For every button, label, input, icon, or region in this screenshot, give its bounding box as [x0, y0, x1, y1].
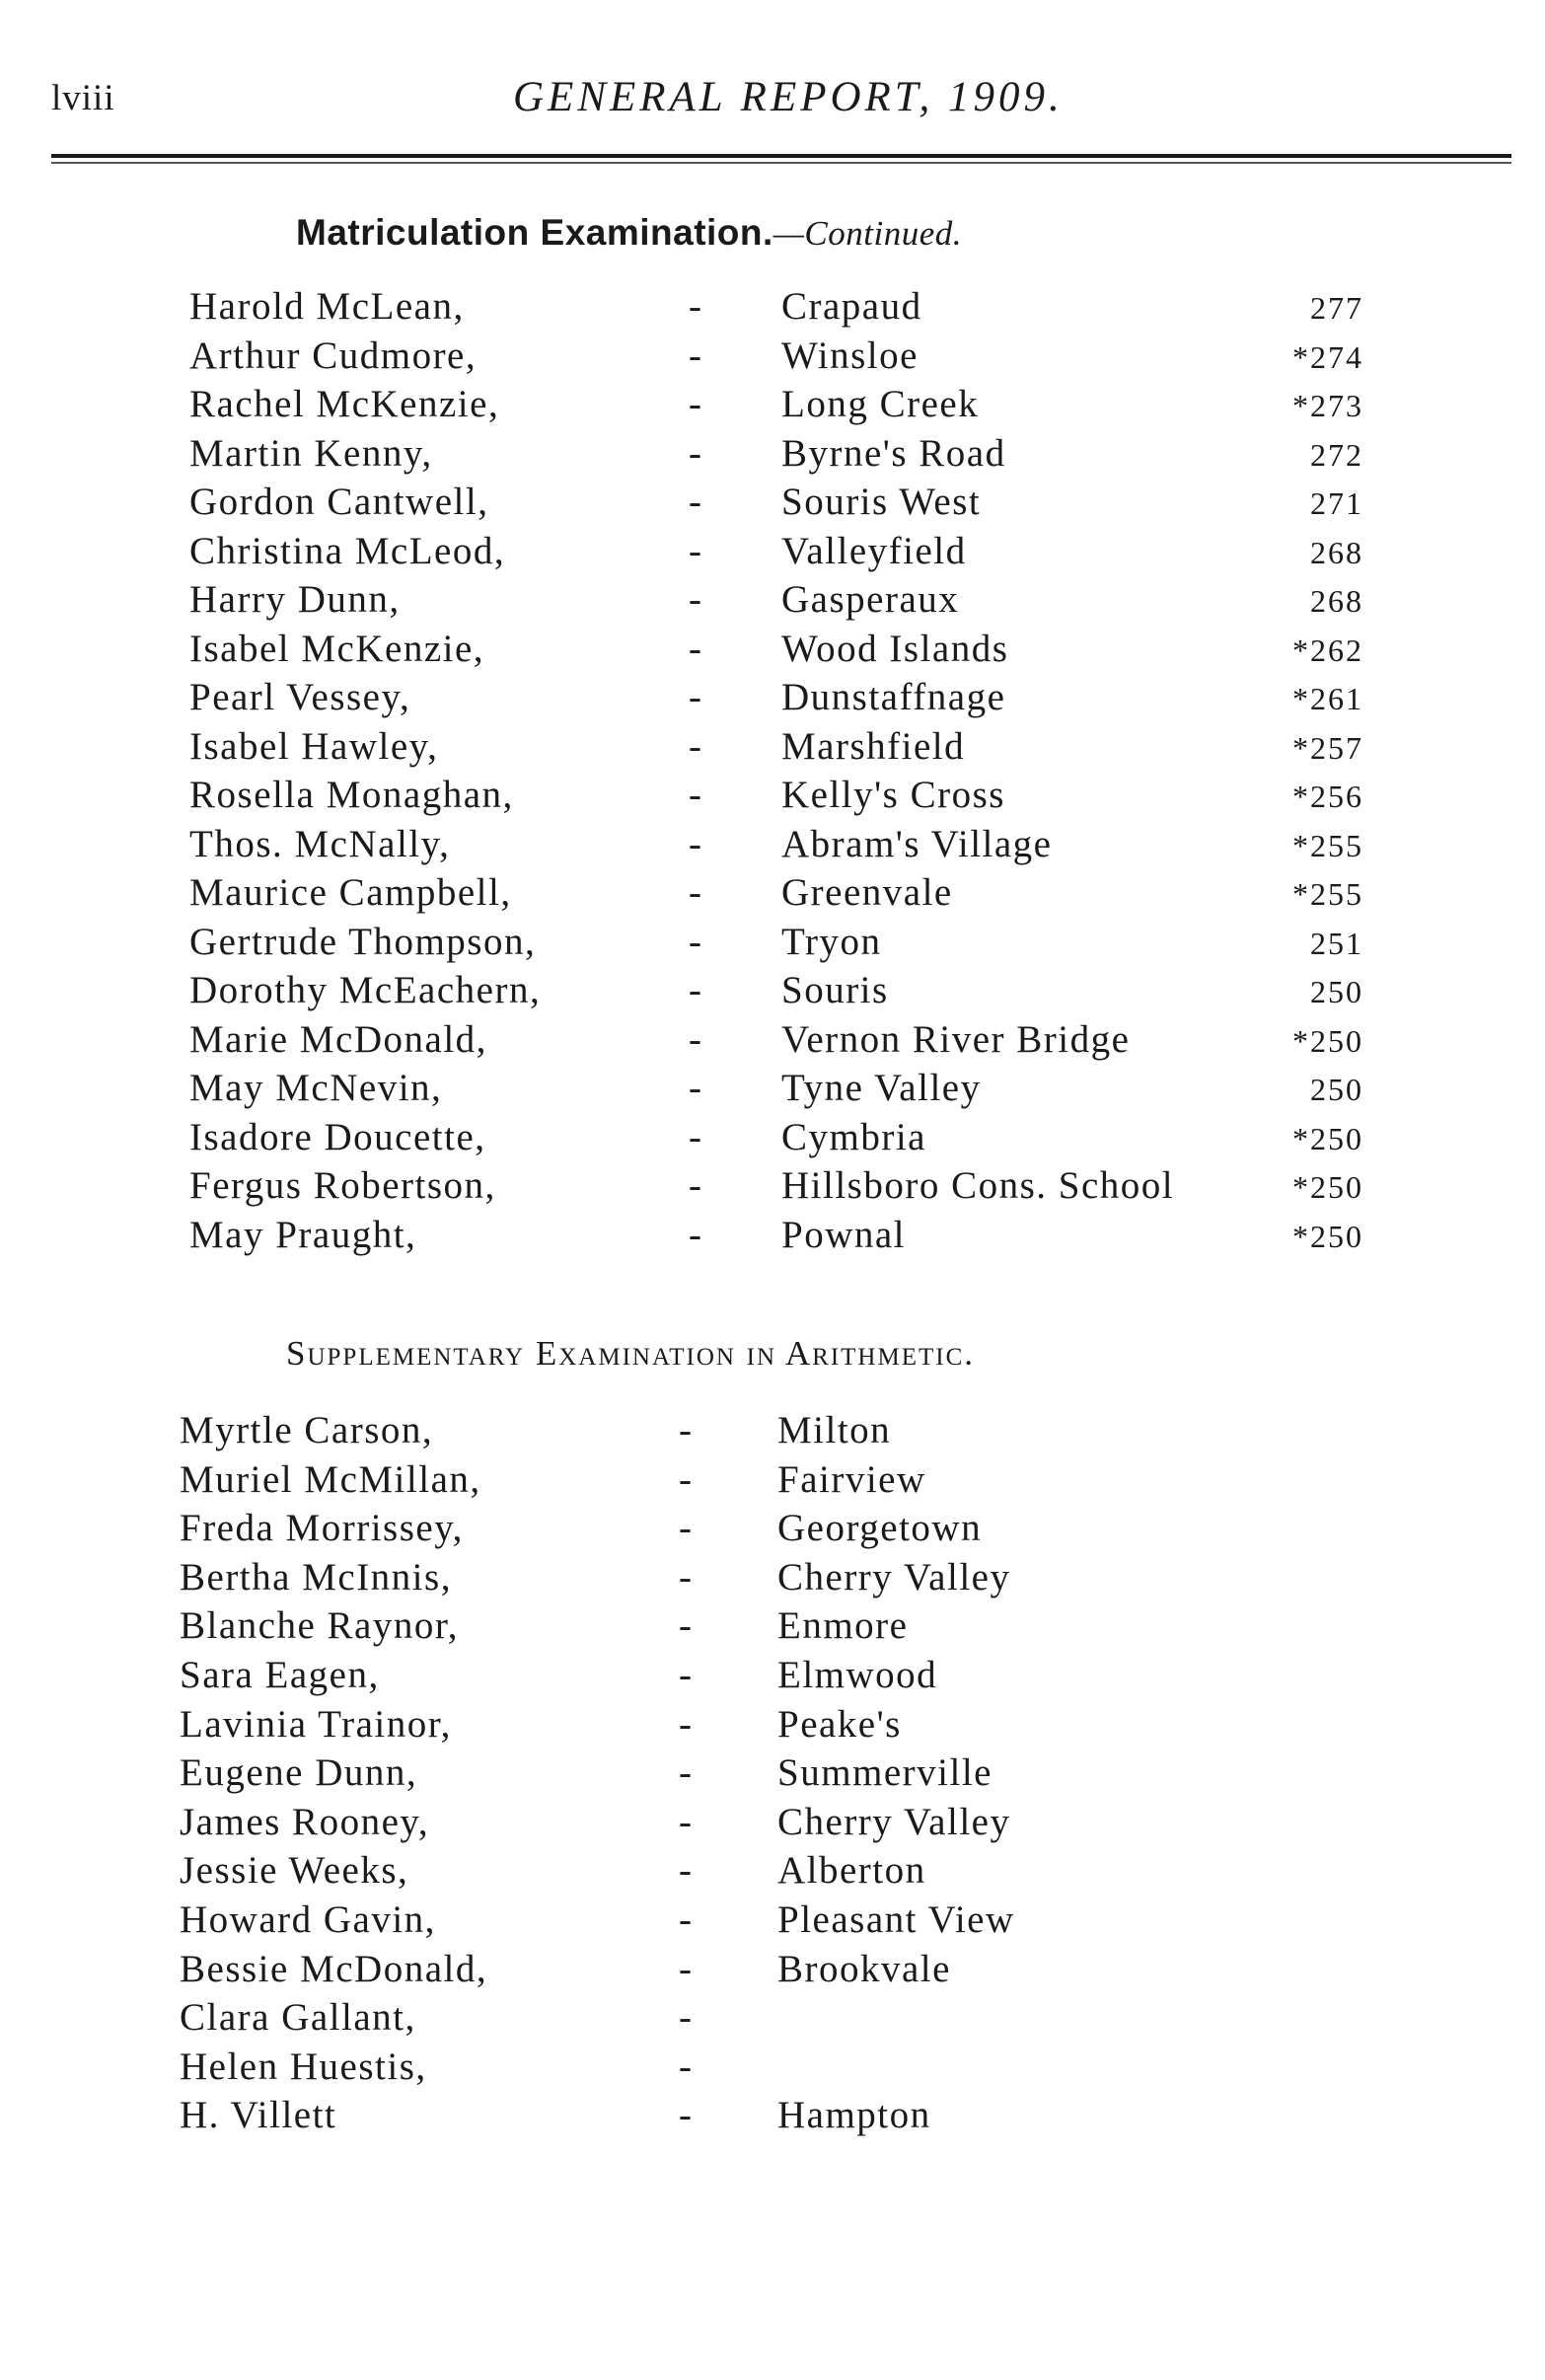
- school-place: Alberton: [777, 1849, 926, 1893]
- school-place: Winsloe: [781, 334, 919, 377]
- exam-mark: 271: [1310, 485, 1363, 521]
- table-row: [0, 1555, 1545, 1604]
- exam-mark: *257: [1292, 729, 1363, 766]
- table-row: [0, 627, 1545, 676]
- table-row: [0, 870, 1545, 920]
- matriculation-title: [296, 212, 962, 254]
- candidate-name: Christina McLeod,: [189, 529, 506, 572]
- school-place: Fairview: [777, 1457, 926, 1501]
- separator-dash: -: [679, 1702, 694, 1746]
- matriculation-title-text: Matriculation Examination.: [296, 212, 773, 253]
- exam-mark: *255: [1292, 827, 1363, 863]
- table-row: [0, 1653, 1545, 1702]
- table-row: [0, 2093, 1545, 2142]
- school-place: Greenvale: [781, 871, 953, 914]
- school-place: Elmwood: [777, 1654, 938, 1696]
- exam-mark: 250: [1310, 974, 1363, 1009]
- exam-mark: 250: [1310, 1072, 1363, 1107]
- table-row: [0, 1702, 1545, 1751]
- separator-dash: -: [689, 1164, 703, 1207]
- table-row: [0, 1066, 1545, 1115]
- exam-mark: *250: [1292, 1022, 1363, 1059]
- exam-mark: 268: [1310, 583, 1363, 619]
- table-row: [0, 1017, 1545, 1067]
- table-row: [0, 1163, 1545, 1213]
- school-place: Cherry Valley: [777, 1800, 1011, 1843]
- separator-dash: -: [689, 822, 703, 865]
- supplementary-title: Supplementary Examination in Arithmetic.: [286, 1334, 976, 1373]
- school-place: Georgetown: [777, 1507, 983, 1550]
- school-place: Brookvale: [777, 1947, 951, 1990]
- table-row: [0, 577, 1545, 627]
- exam-mark: *255: [1292, 876, 1363, 912]
- exam-mark: 251: [1310, 925, 1363, 961]
- separator-dash: -: [689, 285, 703, 328]
- separator-dash: -: [689, 871, 703, 914]
- school-place: Byrne's Road: [781, 431, 1006, 475]
- candidate-name: Jessie Weeks,: [180, 1849, 409, 1893]
- school-place: Dunstaffnage: [781, 676, 1006, 718]
- table-row: [0, 773, 1545, 822]
- school-place: Valleyfield: [781, 529, 967, 572]
- separator-dash: -: [689, 529, 703, 572]
- candidate-name: Bertha McInnis,: [180, 1555, 452, 1599]
- table-row: [0, 1457, 1545, 1507]
- separator-dash: -: [679, 1654, 694, 1696]
- table-row: [0, 431, 1545, 481]
- separator-dash: -: [679, 1996, 694, 2040]
- separator-dash: -: [689, 383, 703, 425]
- candidate-name: Freda Morrissey,: [180, 1507, 464, 1550]
- school-place: Long Creek: [781, 383, 980, 425]
- table-row: [0, 968, 1545, 1017]
- separator-dash: -: [679, 1555, 694, 1599]
- separator-dash: -: [689, 481, 703, 523]
- table-row: [0, 1603, 1545, 1653]
- school-place: Cherry Valley: [777, 1555, 1011, 1599]
- candidate-name: Pearl Vessey,: [189, 676, 411, 718]
- table-row: [0, 1750, 1545, 1800]
- candidate-name: Gertrude Thompson,: [189, 920, 537, 963]
- school-place: Tyne Valley: [781, 1067, 982, 1109]
- candidate-name: Isadore Doucette,: [189, 1115, 486, 1158]
- separator-dash: -: [679, 1947, 694, 1990]
- exam-mark: *250: [1292, 1120, 1363, 1156]
- table-row: [0, 920, 1545, 969]
- separator-dash: -: [679, 1457, 694, 1501]
- table-row: [0, 724, 1545, 774]
- school-place: Summerville: [777, 1751, 993, 1795]
- separator-dash: -: [689, 578, 703, 621]
- separator-dash: -: [679, 2094, 694, 2137]
- separator-dash: -: [689, 969, 703, 1011]
- table-row: [0, 334, 1545, 383]
- candidate-name: Harold McLean,: [189, 285, 465, 328]
- candidate-name: Fergus Robertson,: [189, 1164, 496, 1207]
- table-row: [0, 1506, 1545, 1555]
- table-row: [0, 1848, 1545, 1897]
- table-row: [0, 480, 1545, 529]
- table-row: [0, 1995, 1545, 2045]
- candidate-name: Rosella Monaghan,: [189, 774, 514, 816]
- candidate-name: May McNevin,: [189, 1067, 443, 1109]
- table-row: [0, 1897, 1545, 1947]
- exam-mark: *273: [1292, 388, 1363, 423]
- candidate-name: Helen Huestis,: [180, 2045, 427, 2088]
- candidate-name: H. Villett: [180, 2094, 337, 2137]
- table-row: [0, 822, 1545, 871]
- candidate-name: Rachel McKenzie,: [189, 383, 500, 425]
- candidate-name: Clara Gallant,: [180, 1996, 416, 2040]
- separator-dash: -: [679, 1898, 694, 1941]
- candidate-name: Sara Eagen,: [180, 1654, 380, 1696]
- table-row: [0, 284, 1545, 334]
- table-row: [0, 1800, 1545, 1849]
- exam-mark: 268: [1310, 534, 1363, 570]
- school-place: Hampton: [777, 2094, 931, 2137]
- separator-dash: -: [679, 1751, 694, 1795]
- exam-mark: *256: [1292, 779, 1363, 814]
- school-place: Souris West: [781, 481, 982, 523]
- school-place: Kelly's Cross: [781, 774, 1005, 816]
- candidate-name: Gordon Cantwell,: [189, 481, 489, 523]
- school-place: Hillsboro Cons. School: [781, 1164, 1175, 1207]
- school-place: Souris: [781, 969, 889, 1011]
- school-place: Vernon River Bridge: [781, 1017, 1131, 1061]
- exam-mark: *274: [1292, 338, 1363, 375]
- separator-dash: -: [689, 431, 703, 475]
- page-number: lviii: [51, 78, 115, 118]
- header-rule-thick: [51, 154, 1511, 158]
- running-head: GENERAL REPORT, 1909.: [513, 74, 1064, 120]
- header-rule-thin: [51, 162, 1511, 164]
- table-row: [0, 382, 1545, 431]
- separator-dash: -: [679, 1604, 694, 1648]
- separator-dash: -: [679, 1849, 694, 1893]
- separator-dash: -: [689, 676, 703, 718]
- candidate-name: Marie McDonald,: [189, 1017, 487, 1061]
- exam-mark: 272: [1310, 436, 1363, 473]
- candidate-name: Lavinia Trainor,: [180, 1702, 452, 1746]
- exam-mark: *250: [1292, 1218, 1363, 1254]
- school-place: Tryon: [781, 920, 882, 963]
- separator-dash: -: [679, 1800, 694, 1843]
- school-place: Pleasant View: [777, 1898, 1015, 1941]
- exam-mark: 277: [1310, 290, 1363, 326]
- school-place: Gasperaux: [781, 578, 960, 621]
- school-place: Milton: [777, 1409, 892, 1451]
- candidate-name: Isabel Hawley,: [189, 724, 439, 768]
- candidate-name: Dorothy McEachern,: [189, 969, 542, 1011]
- candidate-name: Eugene Dunn,: [180, 1751, 418, 1795]
- exam-mark: *261: [1292, 681, 1363, 716]
- candidate-name: Martin Kenny,: [189, 431, 433, 475]
- table-row: [0, 1408, 1545, 1457]
- school-place: Enmore: [777, 1604, 909, 1648]
- candidate-name: Myrtle Carson,: [180, 1409, 434, 1451]
- candidate-name: James Rooney,: [180, 1800, 430, 1843]
- candidate-name: Muriel McMillan,: [180, 1457, 481, 1501]
- candidate-name: Howard Gavin,: [180, 1898, 436, 1941]
- candidate-name: May Praught,: [189, 1213, 417, 1256]
- table-row: [0, 675, 1545, 724]
- table-row: [0, 1115, 1545, 1164]
- separator-dash: -: [689, 724, 703, 768]
- candidate-name: Arthur Cudmore,: [189, 334, 478, 377]
- separator-dash: -: [679, 1507, 694, 1550]
- separator-dash: -: [689, 1115, 703, 1158]
- table-row: [0, 2045, 1545, 2094]
- separator-dash: -: [679, 1409, 694, 1451]
- separator-dash: -: [679, 2045, 694, 2088]
- separator-dash: -: [689, 1213, 703, 1256]
- exam-mark: *262: [1292, 632, 1363, 668]
- school-place: Marshfield: [781, 724, 966, 768]
- separator-dash: -: [689, 920, 703, 963]
- school-place: Abram's Village: [781, 822, 1053, 865]
- table-row: [0, 1213, 1545, 1262]
- exam-mark: *250: [1292, 1169, 1363, 1205]
- separator-dash: -: [689, 334, 703, 377]
- separator-dash: -: [689, 1017, 703, 1061]
- candidate-name: Harry Dunn,: [189, 578, 401, 621]
- school-place: Cymbria: [781, 1115, 926, 1158]
- school-place: Pownal: [781, 1213, 906, 1256]
- candidate-name: Isabel McKenzie,: [189, 627, 485, 670]
- separator-dash: -: [689, 1067, 703, 1109]
- continued-label: —Continued.: [772, 214, 962, 253]
- school-place: Peake's: [777, 1702, 902, 1746]
- candidate-name: Bessie McDonald,: [180, 1947, 488, 1990]
- candidate-name: Thos. McNally,: [189, 822, 451, 865]
- separator-dash: -: [689, 627, 703, 670]
- table-row: [0, 1947, 1545, 1996]
- separator-dash: -: [689, 774, 703, 816]
- school-place: Wood Islands: [781, 627, 1009, 670]
- candidate-name: Maurice Campbell,: [189, 871, 512, 914]
- table-row: [0, 529, 1545, 578]
- school-place: Crapaud: [781, 285, 922, 328]
- candidate-name: Blanche Raynor,: [180, 1604, 460, 1648]
